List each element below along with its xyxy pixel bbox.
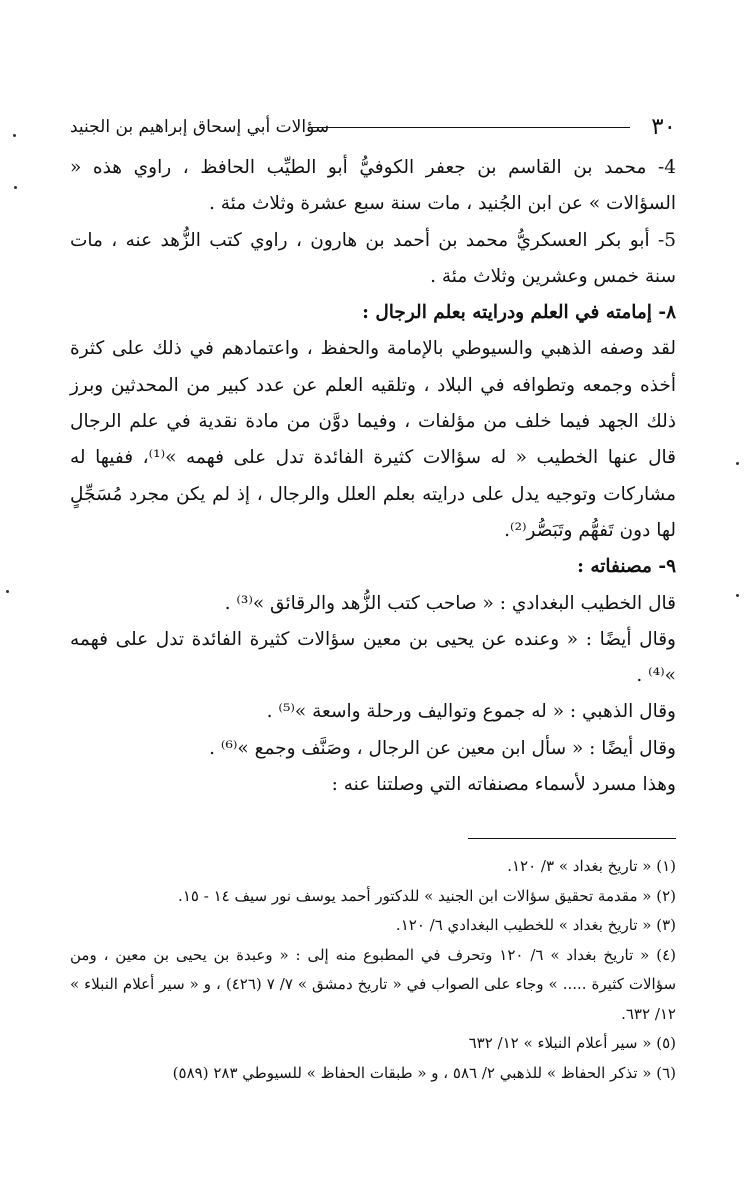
footnote-6: (٦) « تذكر الحفاظ » للذهبي ٢/ ٥٨٦ ، و « طبقات الحفاظ » للسيوطي ٢٨٣ (٥٨٩): [172, 1063, 676, 1082]
quote-line: وقال الذهبي : « له جموع وتواليف ورحلة واسعة »⁽⁵⁾ .: [266, 701, 676, 723]
footnote-5: (٥) « سير أعلام النبلاء » ١٢/ ٦٣٢: [468, 1034, 676, 1052]
quote-line: قال الخطيب البغدادي : « صاحب كتب الزُّهد والرقائق »⁽³⁾ .: [224, 592, 676, 614]
section-8-paragraph: لقد وصفه الذهبي والسيوطي بالإمامة والحفظ ، واعتمادهم في ذلك على كثرة أخذه وجمعه وتطوافه في البلاد ، وتلقيه العلم عن عدد كبير من المحدثين وبرز ذلك الجهد فيما خلف من مؤلفات ، وفيما دوَّن من مادة نقدية في علم الرجال قال عنها الخطيب « له سؤالات كثيرة الفائدة تدل على فهمه »⁽¹⁾، ففيها له مشاركات وتوجيه يدل على درايته بعلم العلل والرجال ، إذ لم يكن مجرد مُسَجِّلٍ لها دون تَفهُّم وتَبَصُّر⁽²⁾.: [70, 338, 676, 541]
footnote-4: (٤) « تاريخ بغداد » ٦/ ١٢٠ وتحرف في المطبوع منه إلى : « وعبدة بن يحيى بن معين ، ومن سؤالات كثيرة ..... » وجاء على الصواب في « تاريخ دمشق » ٧/ ٧ (٤٢٦) ، و « سير أعلام النبلاء » ١٢/ ٦٣٢.: [70, 945, 677, 1023]
footnote-1: (١) « تاريخ بغداد » ٣/ ١٢٠.: [507, 857, 676, 875]
main-text: [70, 150, 676, 803]
margin-mark: [6, 590, 9, 593]
closing-line: وهذا مسرد لأسماء مصنفاته التي وصلتنا عنه :: [331, 774, 676, 796]
margin-mark: [736, 462, 739, 465]
header-rule: [308, 127, 630, 128]
running-title: سؤالات أبي إسحاق إبراهيم بن الجنيد: [70, 117, 330, 137]
section-heading-9: ٩- مصنفاته :: [577, 556, 676, 578]
section-heading-8: ٨- إمامته في العلم ودرايته بعلم الرجال :: [362, 302, 676, 324]
footnote-2: (٢) « مقدمة تحقيق سؤالات ابن الجنيد » للدكتور أحمد يوسف نور سيف ١٤ - ١٥.: [178, 886, 676, 905]
paragraph-narrator-5: 5- أبو بكر العسكريُّ محمد بن أحمد بن هارون ، راوي كتب الزُّهد عنه ، مات سنة خمس وعشرين وثلاث مئة .: [70, 229, 676, 287]
quote-line: وقال أيضًا : « وعنده عن يحيى بن معين سؤالات كثيرة الفائدة تدل على فهمه »⁽⁴⁾ .: [70, 628, 676, 687]
page-header: [70, 112, 676, 144]
footnote-3: (٣) « تاريخ بغداد » للخطيب البغدادي ٦/ ١٢٠.: [395, 916, 676, 934]
footnotes: [70, 852, 676, 1088]
margin-mark: [736, 594, 739, 597]
margin-mark: [14, 186, 17, 189]
quote-line: وقال أيضًا : « سأل ابن معين عن الرجال ، وصَنَّف وجمع »⁽⁶⁾ .: [209, 737, 676, 759]
paragraph-narrator-4: 4- محمد بن القاسم بن جعفر الكوفيُّ أبو الطيِّب الحافظ ، راوي هذه « السؤالات » عن ابن الجُنيد ، مات سنة سبع عشرة وثلاث مئة .: [70, 157, 676, 215]
footnote-divider: [468, 838, 676, 839]
page-number: ٣٠: [651, 114, 676, 140]
margin-mark: [13, 134, 16, 137]
